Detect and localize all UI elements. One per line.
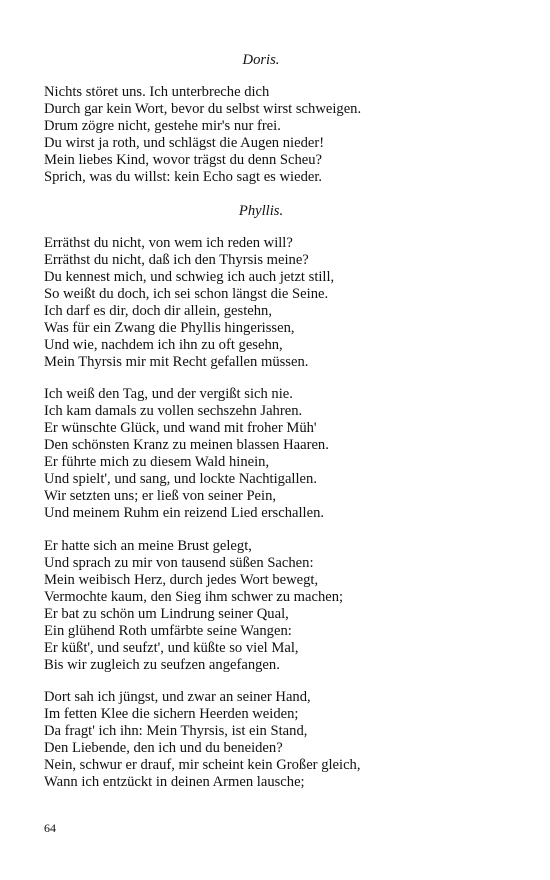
verse-line: Du kennest mich, und schwieg ich auch jetzt still,: [44, 269, 335, 285]
verse-line: Du wirst ja roth, und schlägst die Augen nieder!: [44, 135, 325, 151]
stanza-5: [44, 689, 361, 791]
verse-line: Sprich, was du willst: kein Echo sagt es wieder.: [44, 169, 323, 185]
verse-line: Wir setzten uns; er ließ von seiner Pein,: [44, 488, 277, 504]
verse-line: Mein weibisch Herz, durch jedes Wort bewegt,: [44, 572, 319, 588]
verse-line: Vermochte kaum, den Sieg ihm schwer zu machen;: [44, 589, 344, 605]
verse-line: Was für ein Zwang die Phyllis hingerissen,: [44, 320, 295, 336]
verse-line: Den schönsten Kranz zu meinen blassen Haaren.: [44, 437, 329, 453]
verse-line: Und spielt', und sang, und lockte Nachtigallen.: [44, 471, 317, 487]
stanza-4: [44, 538, 343, 674]
verse-line: Drum zögre nicht, gestehe mir's nur frei.: [44, 118, 281, 134]
verse-line: Er führte mich zu diesem Wald hinein,: [44, 454, 270, 470]
stanza-1: [44, 84, 361, 186]
verse-line: Nein, schwur er drauf, mir scheint kein Großer gleich,: [44, 757, 361, 773]
verse-line: Mein liebes Kind, wovor trägst du denn Scheu?: [44, 152, 323, 168]
stanza-3: [44, 386, 329, 522]
verse-line: Und sprach zu mir von tausend süßen Sachen:: [44, 555, 314, 571]
verse-line: Und meinem Ruhm ein reizend Lied erschallen.: [44, 505, 325, 521]
verse-line: Durch gar kein Wort, bevor du selbst wirst schweigen.: [44, 101, 362, 117]
verse-line: Wann ich entzückt in deinen Armen lausche;: [44, 774, 305, 790]
verse-line: Ich darf es dir, doch dir allein, gestehn,: [44, 303, 272, 319]
verse-line: So weißt du doch, ich sei schon längst die Seine.: [44, 286, 329, 302]
verse-line: Dort sah ich jüngst, und zwar an seiner Hand,: [44, 689, 311, 705]
verse-line: Nichts störet uns. Ich unterbreche dich: [44, 84, 270, 100]
page-number: 64: [44, 821, 56, 835]
verse-line: Und wie, nachdem ich ihn zu oft gesehn,: [44, 337, 283, 353]
verse-line: Erräthst du nicht, daß ich den Thyrsis meine?: [44, 252, 309, 268]
speaker-heading-doris: Doris.: [242, 52, 280, 68]
verse-line: Ich weiß den Tag, und der vergißt sich nie.: [44, 386, 293, 402]
verse-line: Mein Thyrsis mir mit Recht gefallen müssen.: [44, 354, 309, 370]
verse-line: Er hatte sich an meine Brust gelegt,: [44, 538, 252, 554]
verse-line: Er küßt', und seufzt', und küßte so viel Mal,: [44, 640, 299, 656]
verse-line: Im fetten Klee die sichern Heerden weiden;: [44, 706, 299, 722]
verse-line: Er wünschte Glück, und wand mit froher Müh': [44, 420, 317, 436]
verse-line: Da fragt' ich ihn: Mein Thyrsis, ist ein Stand,: [44, 723, 308, 739]
verse-line: Er bat zu schön um Lindrung seiner Qual,: [44, 606, 289, 622]
speaker-heading-phyllis: Phyllis.: [238, 203, 284, 219]
verse-line: Ich kam damals zu vollen sechszehn Jahren.: [44, 403, 303, 419]
verse-line: Den Liebende, den ich und du beneiden?: [44, 740, 283, 756]
verse-line: Erräthst du nicht, von wem ich reden will?: [44, 235, 293, 251]
stanza-2: [44, 235, 334, 371]
verse-line: Bis wir zugleich zu seufzen angefangen.: [44, 657, 280, 673]
verse-line: Ein glühend Roth umfärbte seine Wangen:: [44, 623, 292, 639]
